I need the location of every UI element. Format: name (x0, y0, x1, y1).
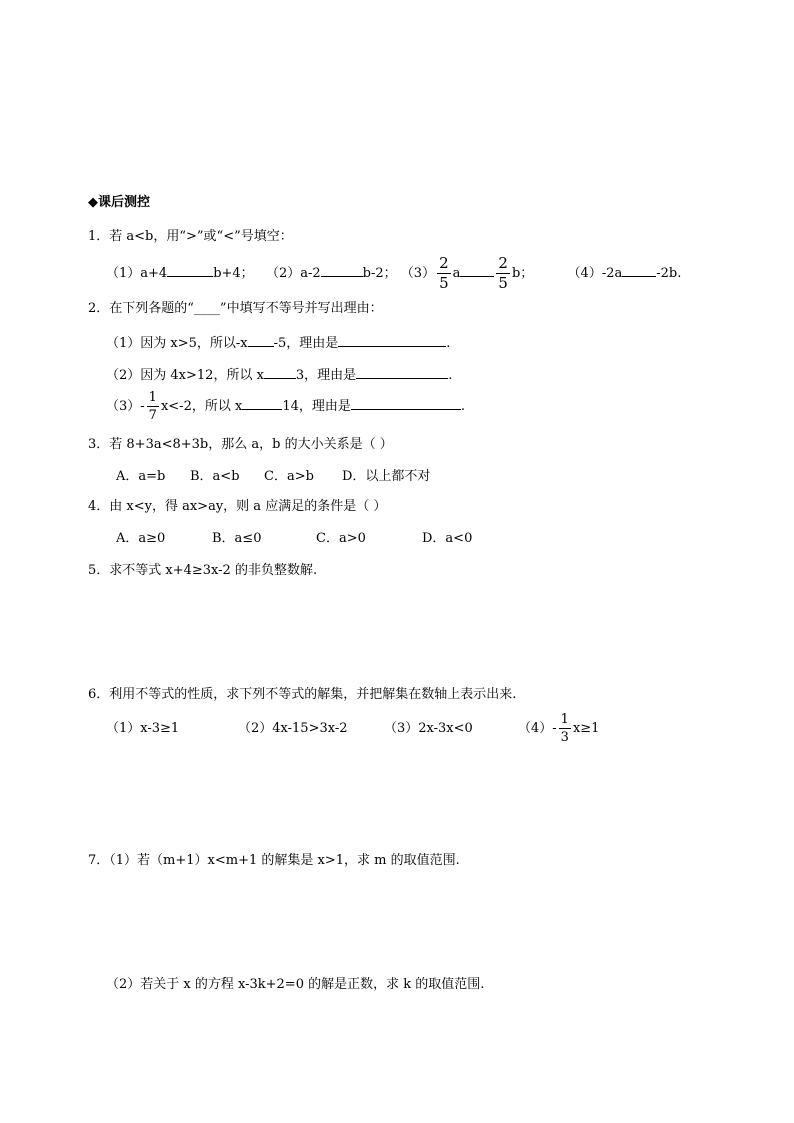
q1-part3-prefix: （3） (400, 266, 436, 281)
section-title: ◆课后测控 (88, 195, 150, 210)
q3-option-d[interactable]: D．以上都不对 (342, 469, 431, 484)
answer-blank[interactable] (242, 395, 282, 410)
answer-blank[interactable] (622, 262, 656, 277)
question-2-sub-2: （2）因为 4x>12，所以 x 3，理由是 . (106, 364, 452, 385)
answer-blank[interactable] (167, 262, 213, 277)
q6-part-4: （4）- $\frac{1}{3}$ x≥1 (518, 712, 600, 745)
q6-part-3: （3）2x-3x<0 (384, 721, 473, 736)
q4-option-a[interactable]: A．a≥0 (116, 531, 166, 546)
reason-blank[interactable] (338, 332, 446, 347)
fraction-one-third: $\frac{1}{3}$ (560, 712, 569, 745)
question-1-parts (106, 254, 681, 294)
question-6-stem: 6．利用不等式的性质，求下列不等式的解集，并把解集在数轴上表示出来. (88, 687, 517, 702)
fraction-two-fifths: $\frac{2}{5}$ (439, 254, 449, 292)
q6-part-1: （1）x-3≥1 (106, 721, 180, 736)
q4-option-d[interactable]: D．a<0 (422, 531, 473, 546)
q3-option-c[interactable]: C．a>b (264, 469, 314, 484)
question-7-part-1: 7．（1）若（m+1）x<m+1 的解集是 x>1，求 m 的取值范围. (88, 853, 460, 868)
q1-part4-prefix: （4）-2a (567, 266, 623, 281)
question-2-sub-1: （1）因为 x>5，所以-x -5，理由是 . (106, 332, 450, 353)
question-7-part-2: （2）若关于 x 的方程 x-3k+2=0 的解是正数，求 k 的取值范围. (106, 977, 485, 992)
question-2-sub-3: （3）- $\frac{1}{7}$ x<-2，所以 x 14，理由是 . (106, 390, 465, 423)
reason-blank[interactable] (356, 364, 448, 379)
question-3-stem: 3．若 8+3a<8+3b，那么 a，b 的大小关系是（ ） (88, 437, 393, 452)
answer-blank[interactable] (264, 364, 296, 379)
answer-blank[interactable] (460, 262, 494, 277)
question-2-stem: 2．在下列各题的“____”中填写不等号并写出理由： (88, 301, 383, 316)
q3-option-a[interactable]: A．a=b (116, 469, 166, 484)
q4-option-c[interactable]: C．a>0 (316, 531, 366, 546)
q6-part-2: （2）4x-15>3x-2 (238, 721, 348, 736)
q1-part3-mid: a (452, 266, 461, 281)
q1-part2-prefix: （2）a-2 (265, 266, 321, 281)
answer-blank[interactable] (248, 332, 274, 347)
q4-option-b[interactable]: B．a≤0 (212, 531, 262, 546)
fraction-two-fifths: $\frac{2}{5}$ (498, 254, 508, 292)
question-5-stem: 5．求不等式 x+4≥3x-2 的非负整数解. (88, 563, 318, 578)
question-4-stem: 4．由 x<y，得 ax>ay，则 a 应满足的条件是（ ） (88, 499, 387, 514)
q1-part4-suffix: -2b. (656, 266, 682, 281)
q1-part1-prefix: （1）a+4 (106, 266, 168, 281)
answer-blank[interactable] (321, 262, 363, 277)
fraction-one-seventh: $\frac{1}{7}$ (148, 390, 157, 423)
q1-part2-suffix: b-2； (362, 266, 397, 281)
question-1-stem: 1．若 a<b，用“>”或“<”号填空： (88, 229, 293, 244)
reason-blank[interactable] (351, 395, 461, 410)
q1-part1-suffix: b+4； (213, 266, 254, 281)
q3-option-b[interactable]: B．a<b (190, 469, 240, 484)
q1-part3-suffix: b； (511, 266, 534, 281)
